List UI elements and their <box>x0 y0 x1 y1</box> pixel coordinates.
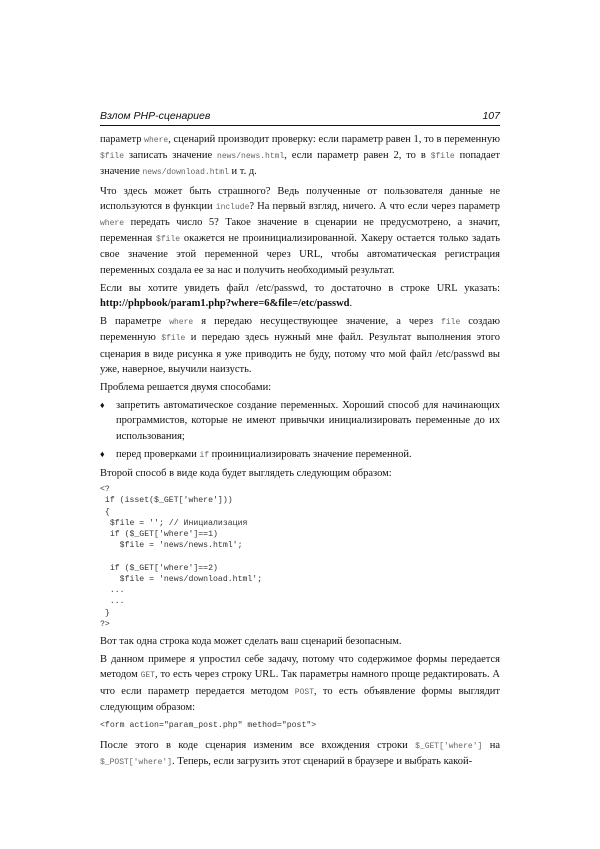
paragraph-7: Вот так одна строка кода может сделать ваш сценарий безопасным. <box>100 635 402 647</box>
example-url: http://phpbook/param1.php?where=6&file=/etc/passwd <box>100 298 350 310</box>
paragraph-1: параметр where, сценарий производит проверку: если параметр равен 1, то в переменную $file записать значение news/news.html, если параметр равен 2, то в $file попадает значение news/download.html и т. д. <box>100 134 501 178</box>
diamond-bullet-icon: ♦ <box>100 448 105 459</box>
paragraph-4: В параметре where я передаю несуществующее значение, а через file создаю переменную $file и передаю здесь нужный мне файл. Результат выполнения этого сценария в виде рисунка я уже приводить не буду, потому что мой файл /etc/passwd вы уже, наверное, выучили наизусть. <box>100 316 501 375</box>
paragraph-2: Что здесь может быть страшного? Ведь полученные от пользователя данные не используются в функции include? На первый взгляд, ничего. А что если через параметр where передать число 5? Такое значение в сценарии не предусмотрено, а значит, переменная $file окажется не проинициализированной. Хакеру остается только задать свое значение этой переменной через URL, чтобы автоматическая регистрация переменных создала ее за нас и получить необходимый результат. <box>100 185 500 276</box>
form-code-line: <form action="param_post.php" method="post"> <box>100 720 317 730</box>
page-body <box>100 132 500 774</box>
paragraph-6: Второй способ в виде кода будет выглядеть следующим образом: <box>100 468 392 480</box>
header-rule <box>100 125 500 126</box>
header-title: Взлом PHP-сценариев <box>100 110 211 122</box>
running-header <box>100 110 500 124</box>
book-page <box>100 0 500 849</box>
paragraph-3: Если вы хотите увидеть файл /etc/passwd, то достаточно в строке URL указать: http://phpbook/param1.php?where=6&file=/etc/passwd. <box>100 282 500 310</box>
list-item: ♦ перед проверками if проинициализировать значение переменной. <box>100 447 500 463</box>
diamond-bullet-icon: ♦ <box>100 400 105 411</box>
paragraph-9: После этого в коде сценария изменим все вхождения строки $_GET['where'] на $_POST['where']. Теперь, если загрузить этот сценарий в браузере и выбрать какой- <box>100 740 500 768</box>
list-item: ♦ запретить автоматическое создание переменных. Хороший способ для начинающих программистов, которые не имеют привычки инициализировать переменные до их использования; <box>100 400 500 442</box>
page-number: 107 <box>482 110 500 122</box>
paragraph-8: В данном примере я упростил себе задачу, потому что содержимое формы передается методом GET, то есть через строку URL. Так параметры намного проще редактировать. А что если параметр передается методом POST, то есть объявление формы выглядит следующим образом: <box>100 654 500 713</box>
paragraph-5: Проблема решается двумя способами: <box>100 382 272 394</box>
code-listing: <? if (isset($_GET['where'])) { $file = ''; // Инициализация if ($_GET['where']==1) $file = 'news/news.html'; if ($_GET['where']==2) $file = 'news/download.html'; ... ... } ?> <box>100 485 263 629</box>
